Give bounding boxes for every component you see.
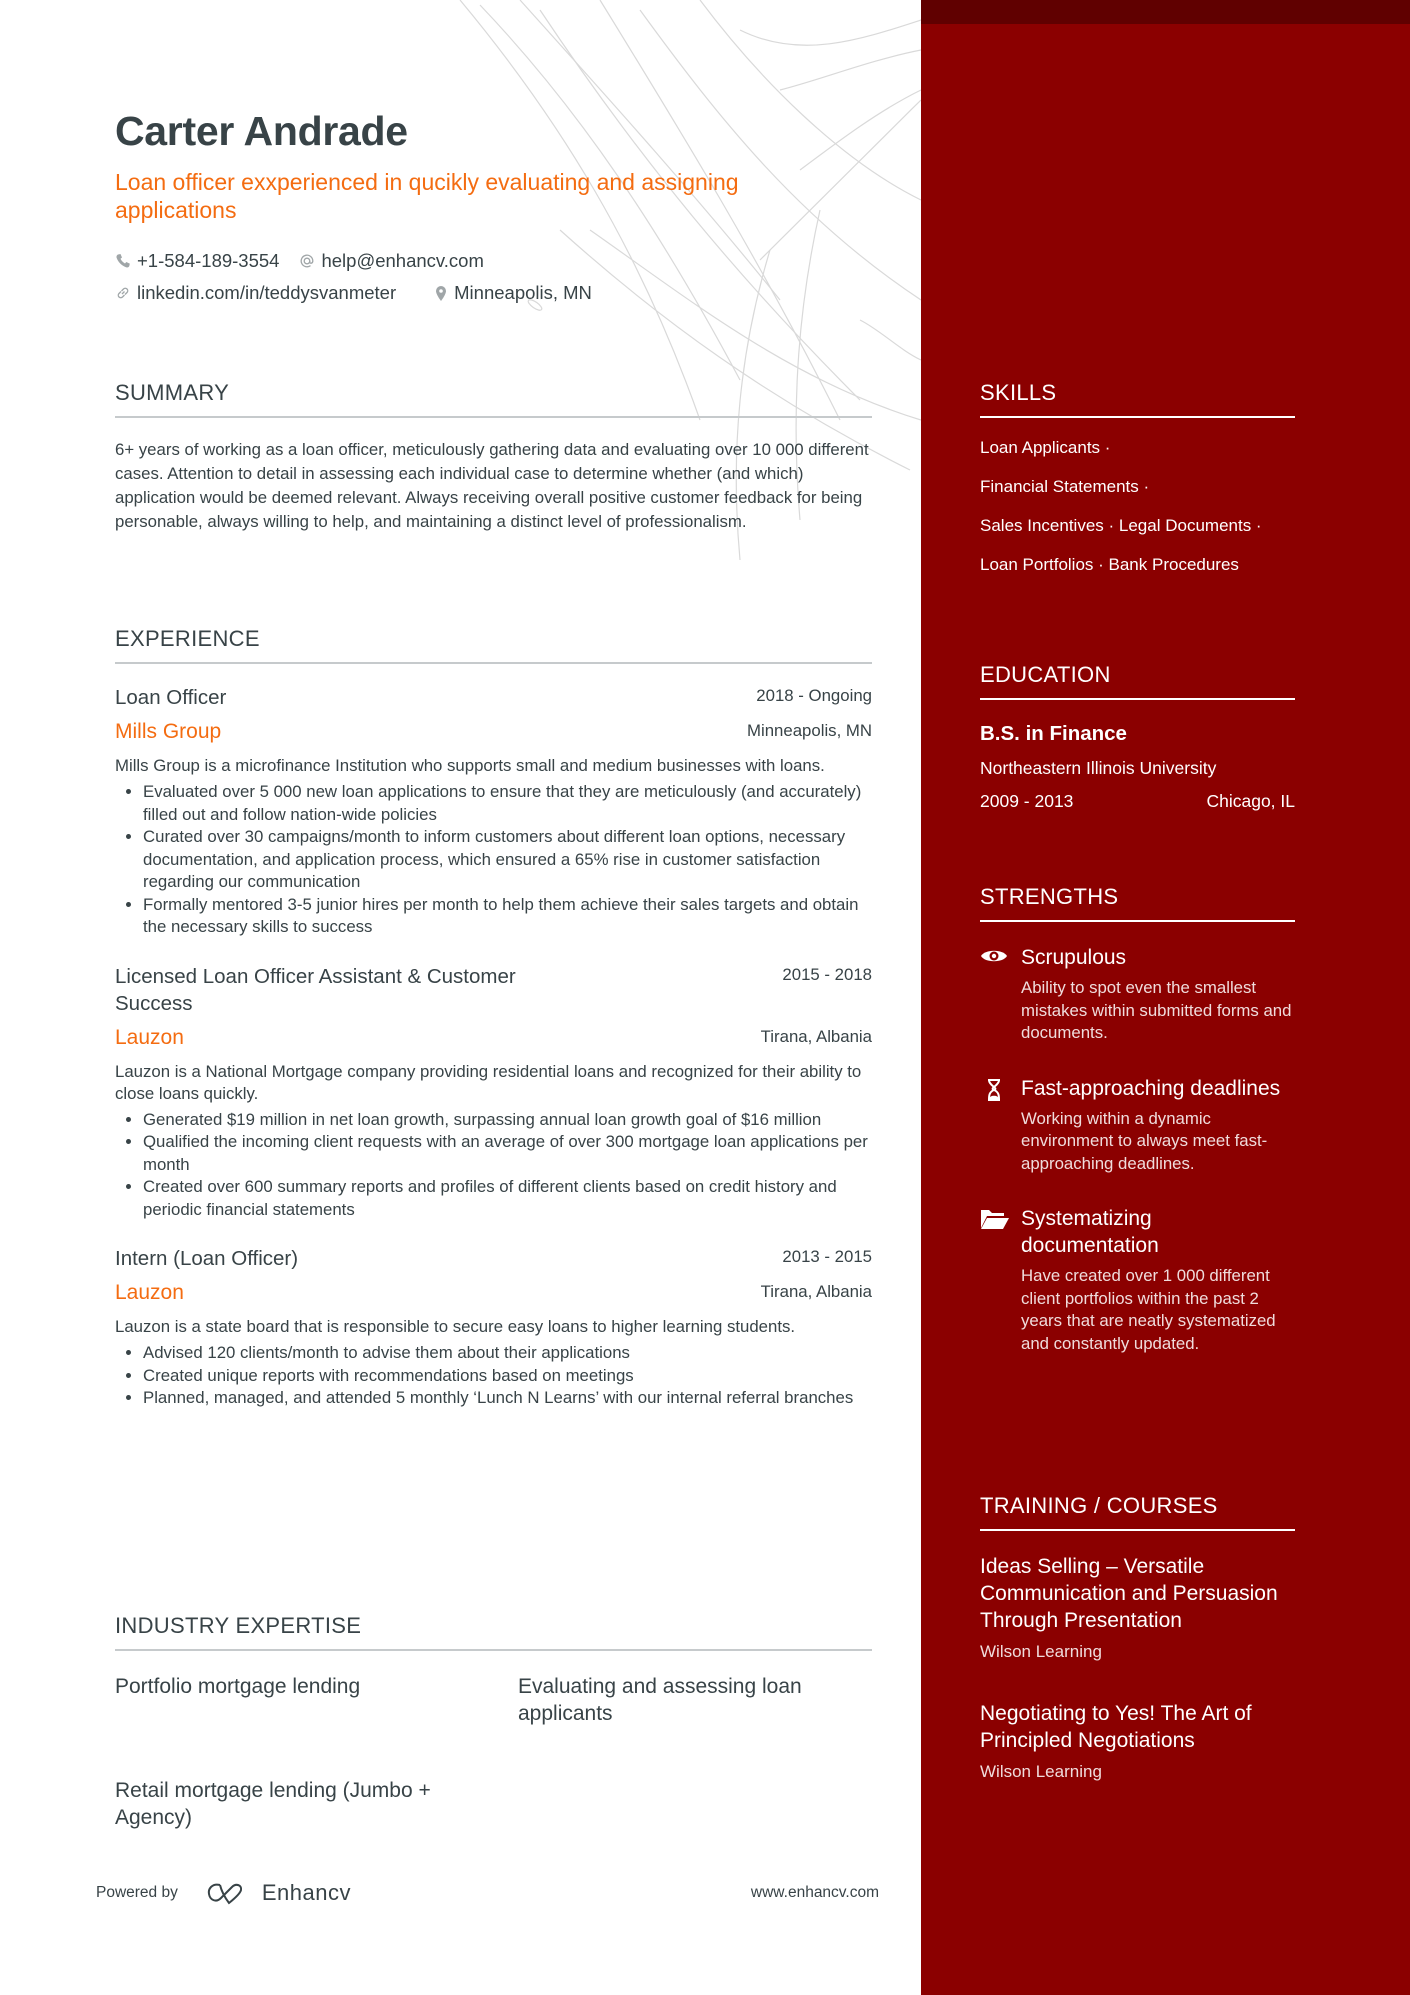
map-pin-icon <box>434 285 448 302</box>
at-icon <box>299 253 315 269</box>
skills-line: Loan Portfolios · Bank Procedures <box>980 555 1239 574</box>
eye-icon <box>980 947 1008 965</box>
course-item <box>980 1553 1295 1662</box>
skills-section <box>980 380 1295 584</box>
contact-location <box>434 282 592 304</box>
contact-linkedin[interactable] <box>115 282 396 304</box>
education-school: Northeastern Illinois University <box>980 758 1217 778</box>
course-title: Ideas Selling – Versatile Communication and Persuasion Through Presentation <box>980 1555 1278 1632</box>
education-degree: B.S. in Finance <box>980 722 1127 745</box>
experience-entry <box>115 963 872 1222</box>
job-description: Mills Group is a microfinance Institution who supports small and medium businesses with loans. <box>115 756 825 775</box>
enhancv-logo-icon <box>206 1881 252 1905</box>
job-dates: 2015 - 2018 <box>782 964 872 984</box>
summary-section <box>115 380 872 534</box>
enhancv-logo[interactable] <box>206 1880 351 1906</box>
section-title-skills: SKILLS <box>980 380 1295 418</box>
job-location: Tirana, Albania <box>760 1026 872 1046</box>
sidebar-top-band <box>921 0 1410 24</box>
job-bullets <box>115 1109 872 1222</box>
candidate-headline: Loan officer exxperienced in qucikly evaluating and assigning applications <box>115 169 739 223</box>
course-organization: Wilson Learning <box>980 1642 1102 1661</box>
skills-line: Loan Applicants · <box>980 438 1111 457</box>
brand-name: Enhancv <box>261 1880 351 1905</box>
job-title: Loan Officer <box>115 686 227 709</box>
phone-number: +1-584-189-3554 <box>137 250 280 271</box>
strength-description: Working within a dynamic environment to always meet fast-approaching deadlines. <box>1021 1108 1268 1173</box>
job-description: Lauzon is a National Mortgage company providing residential loans and recognized for their ability to close loans quickly. <box>115 1061 862 1103</box>
job-bullets <box>115 1342 872 1410</box>
experience-section <box>115 626 872 1434</box>
location-text: Minneapolis, MN <box>454 282 592 303</box>
job-dates: 2018 - Ongoing <box>756 686 872 705</box>
strength-title: Fast-approaching deadlines <box>1021 1076 1281 1100</box>
skills-line: Financial Statements · <box>980 477 1150 496</box>
folder-open-icon <box>980 1208 1010 1230</box>
job-description: Lauzon is a state board that is responsible to secure easy loans to higher learning students. <box>115 1317 796 1336</box>
section-title-training: TRAINING / COURSES <box>980 1493 1295 1531</box>
strength-title: Scrupulous <box>1021 946 1127 969</box>
job-title: Intern (Loan Officer) <box>115 1247 299 1270</box>
training-section <box>980 1493 1295 1820</box>
job-bullet: • Created unique reports with recommendations based on meetings <box>143 1365 872 1388</box>
section-title-expertise: INDUSTRY EXPERTISE <box>115 1613 872 1651</box>
skills-line: Sales Incentives · Legal Documents · <box>980 516 1262 535</box>
section-title-education: EDUCATION <box>980 662 1295 700</box>
footer <box>96 1880 879 1906</box>
job-company: Lauzon <box>115 1025 184 1049</box>
course-item <box>980 1700 1295 1782</box>
phone-icon <box>115 253 131 269</box>
job-bullets <box>115 781 872 939</box>
powered-by-label: Powered by <box>96 1884 178 1901</box>
job-location: Tirana, Albania <box>760 1282 872 1301</box>
candidate-name: Carter Andrade <box>115 108 408 154</box>
job-dates: 2013 - 2015 <box>782 1247 872 1266</box>
website-link[interactable]: www.enhancv.com <box>750 1884 879 1901</box>
job-bullet: • Created over 600 summary reports and profiles of different clients based on credit history and periodic financial statements <box>143 1176 872 1221</box>
strength-item <box>980 1075 1295 1176</box>
resume-sidebar <box>921 0 1410 1995</box>
link-icon <box>115 285 131 301</box>
education-dates: 2009 - 2013 <box>980 791 1074 811</box>
job-bullet: • Curated over 30 campaigns/month to inform customers about different loan options, necessary documentation, and application process, which ensured a 65% rise in customer satisfaction regarding our communication <box>143 826 872 894</box>
linkedin-url: linkedin.com/in/teddysvanmeter <box>137 282 397 303</box>
job-bullet: • Evaluated over 5 000 new loan applications to ensure that they are meticulously (and accurately) filled out and follow nation-wide policies <box>143 781 872 826</box>
summary-text: 6+ years of working as a loan officer, meticulously gathering data and evaluating over 10 000 different cases. Attention to detail in assessing each individual case to determine whether (and which) application would be deemed relevant. Always receiving overall positive customer feedback for being personable, always willing to help, and maintaining a distinct level of professionalism. <box>115 440 869 531</box>
expertise-item: Retail mortgage lending (Jumbo + Agency) <box>115 1779 431 1829</box>
job-bullet: • Advised 120 clients/month to advise them about their applications <box>143 1342 872 1365</box>
job-bullet: • Formally mentored 3-5 junior hires per month to help them achieve their sales targets and obtain the necessary skills to success <box>143 894 872 939</box>
section-title-strengths: STRENGTHS <box>980 884 1295 922</box>
email-address: help@enhancv.com <box>321 250 484 271</box>
hourglass-icon <box>980 1078 1008 1102</box>
job-company: Mills Group <box>115 720 222 743</box>
strength-item <box>980 944 1295 1045</box>
course-title: Negotiating to Yes! The Art of Principled Negotiations <box>980 1702 1252 1752</box>
section-title-experience: EXPERIENCE <box>115 626 872 664</box>
job-bullet: • Planned, managed, and attended 5 monthly ‘Lunch N Learns’ with our internal referral branches <box>143 1387 872 1410</box>
job-title: Licensed Loan Officer Assistant & Customer Success <box>115 964 516 1015</box>
contact-info <box>115 245 612 309</box>
strength-item <box>980 1205 1295 1355</box>
education-section <box>980 662 1295 812</box>
expertise-item: Evaluating and assessing loan applicants <box>518 1675 802 1725</box>
education-location: Chicago, IL <box>1206 791 1295 811</box>
expertise-item: Portfolio mortgage lending <box>115 1675 361 1698</box>
job-company: Lauzon <box>115 1281 184 1304</box>
strength-description: Ability to spot even the smallest mistakes within submitted forms and documents. <box>1021 978 1292 1042</box>
course-organization: Wilson Learning <box>980 1762 1102 1781</box>
experience-entry <box>115 1245 872 1410</box>
strength-description: Have created over 1 000 different client portfolios within the past 2 years that are neatly systematized and constantly updated. <box>1021 1266 1276 1353</box>
job-bullet: • Generated $19 million in net loan growth, surpassing annual loan growth goal of $16 million <box>143 1109 872 1132</box>
section-title-summary: SUMMARY <box>115 380 872 418</box>
strength-title: Systematizing documentation <box>1021 1207 1159 1257</box>
industry-expertise-section <box>115 1613 872 1831</box>
job-location: Minneapolis, MN <box>747 721 872 740</box>
contact-email[interactable] <box>299 250 483 272</box>
job-bullet: • Qualified the incoming client requests with an average of over 300 mortgage loan applications per month <box>143 1131 872 1176</box>
contact-phone[interactable] <box>115 250 279 272</box>
strengths-section <box>980 884 1295 1385</box>
experience-entry <box>115 684 872 939</box>
